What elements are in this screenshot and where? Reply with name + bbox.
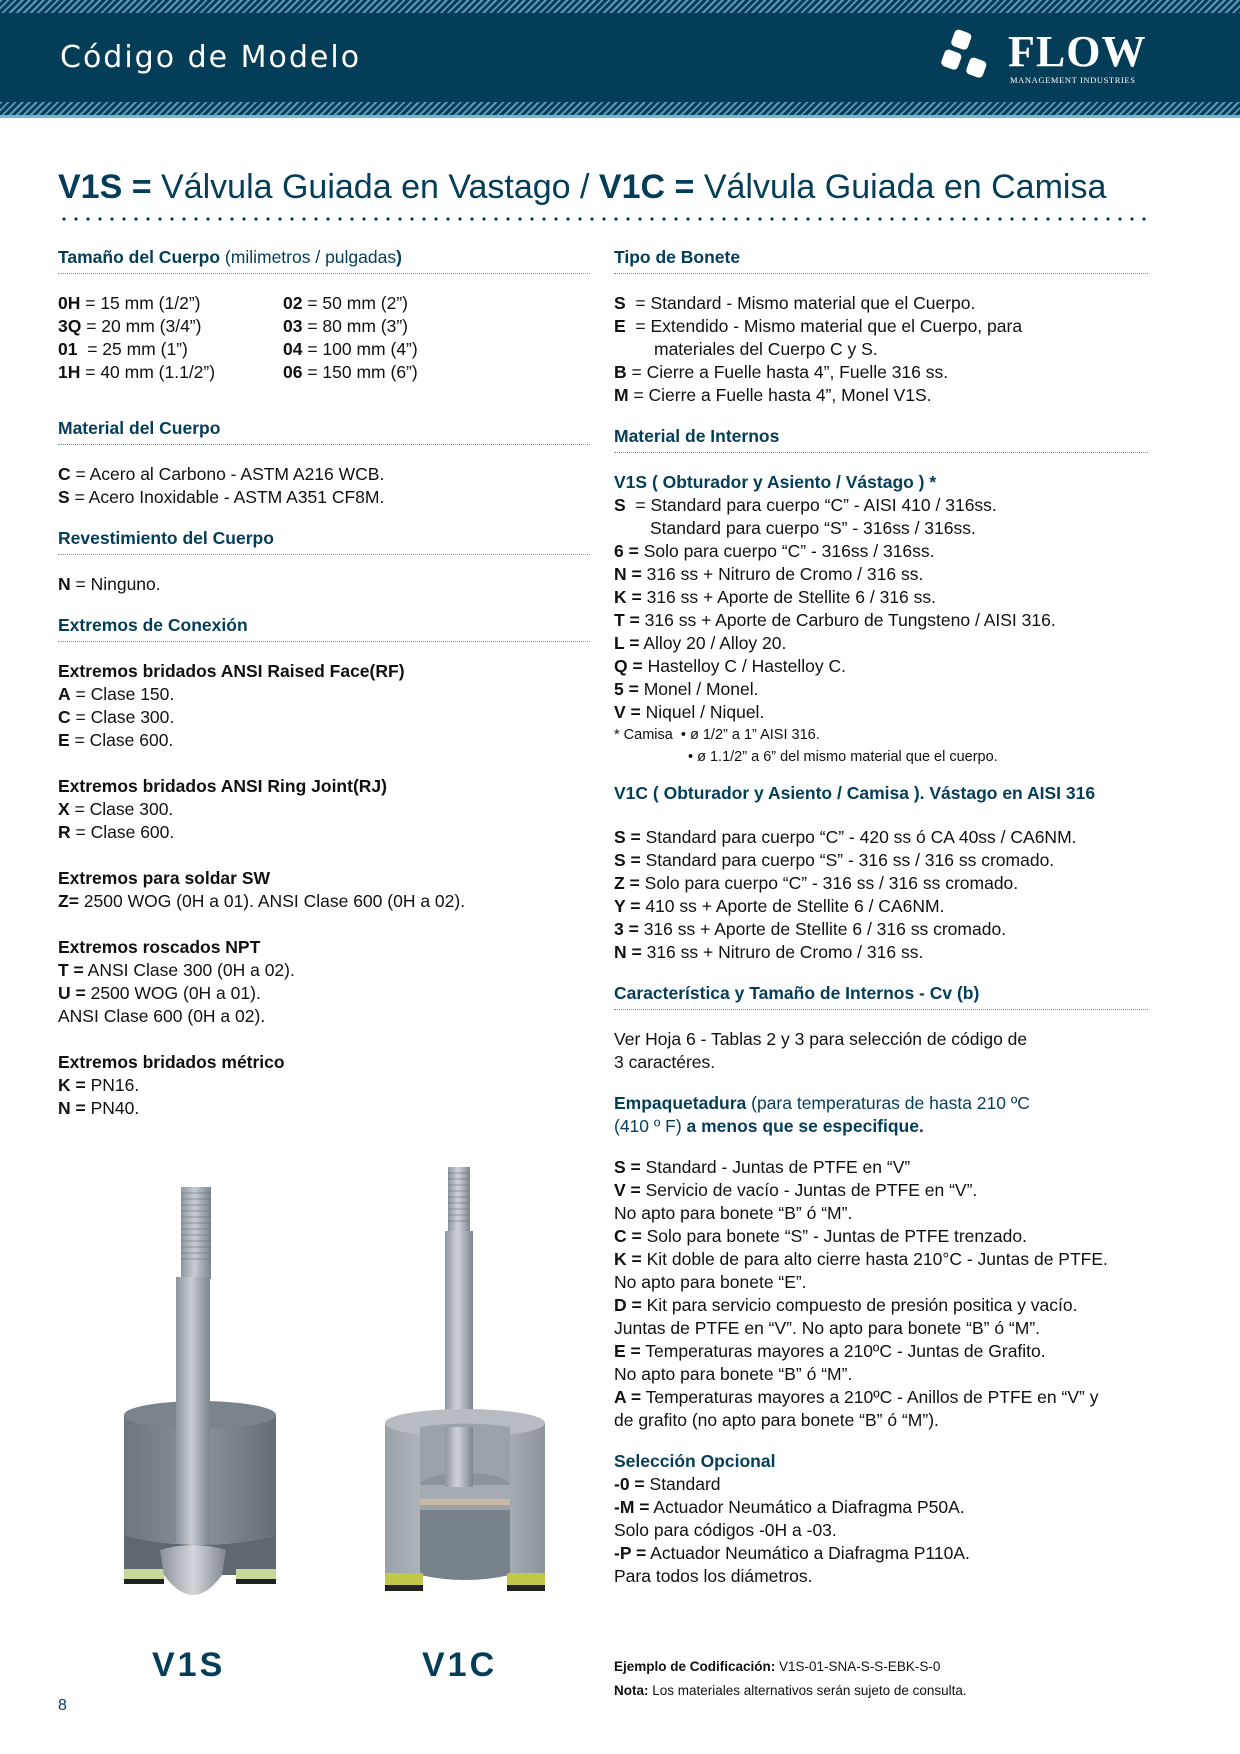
note-line: • ø 1.1/2” a 6” del mismo material que el cuerpo. (688, 749, 998, 765)
list-item-continuation: materiales del Cuerpo C y S. (654, 339, 878, 359)
size-list (58, 292, 590, 384)
title-dotted-divider (58, 216, 1148, 222)
list-item: V = Niquel / Niquel. (614, 702, 765, 722)
list-item: No apto para bonete “E”. (614, 1272, 807, 1292)
v1s-desc: Válvula Guiada en Vastago / (151, 168, 599, 206)
list-item: No apto para bonete “B” ó “M”. (614, 1203, 853, 1223)
subheading-v1c: V1C ( Obturador y Asiento / Camisa ). Vástago en AISI 316 (614, 783, 1096, 803)
list-item: L = Alloy 20 / Alloy 20. (614, 633, 787, 653)
list-item: 1H = 40 mm (1.1/2”) (58, 362, 216, 382)
list-item: Z= 2500 WOG (0H a 01). ANSI Clase 600 (0H a 02). (58, 891, 466, 911)
page-number: 8 (58, 1697, 67, 1714)
v1s-code: V1S = (58, 168, 152, 206)
header-divider (0, 115, 1240, 118)
list-item: No apto para bonete “B” ó “M”. (614, 1364, 853, 1384)
block-heading-rj: Extremos bridados ANSI Ring Joint(RJ) (58, 776, 387, 796)
opcional-list (614, 1473, 1148, 1588)
list-item: T = 316 ss + Aporte de Carburo de Tungsteno / AISI 316. (614, 610, 1056, 630)
list-item: U = 2500 WOG (0H a 01). (58, 983, 261, 1003)
list-item: 02 = 50 mm (2”) (283, 293, 408, 313)
list-item: B = Cierre a Fuelle hasta 4”, Fuelle 316 ss. (614, 362, 949, 382)
list-item: 03 = 80 mm (3”) (283, 316, 408, 336)
list-item: Y = 410 ss + Aporte de Stellite 6 / CA6NM. (614, 896, 945, 916)
list-item: D = Kit para servicio compuesto de presión positica y vacío. (614, 1295, 1078, 1315)
logo-wordmark: FLOW (1008, 27, 1147, 76)
list-item: S = Standard para cuerpo “C” - 420 ss ó CA 40ss / CA6NM. (614, 827, 1077, 847)
list-item: 3 = 316 ss + Aporte de Stellite 6 / 316 ss cromado. (614, 919, 1007, 939)
section-heading-bonete: Tipo de Bonete (614, 246, 1148, 274)
block-heading-metrico: Extremos bridados métrico (58, 1052, 285, 1072)
note-line: * Camisa • ø 1/2” a 1” AISI 316. (614, 727, 820, 743)
list-item: 0H = 15 mm (1/2”) (58, 293, 201, 313)
list-item: S = Standard - Juntas de PTFE en “V” (614, 1157, 911, 1177)
logo-cubes-icon (940, 28, 1000, 88)
list-item: N = 316 ss + Nitruro de Cromo / 316 ss. (614, 564, 924, 584)
list-item: N = PN40. (58, 1098, 140, 1118)
list-item: ANSI Clase 600 (0H a 02). (58, 1006, 266, 1026)
list-item: Z = Solo para cuerpo “C” - 316 ss / 316 ss cromado. (614, 873, 1019, 893)
section-heading-opcional: Selección Opcional (614, 1451, 776, 1471)
v1c-valve-illustration (375, 1165, 555, 1635)
list-item: 3Q = 20 mm (3/4”) (58, 316, 202, 336)
list-item: E = Extendido - Mismo material que el Cuerpo, para (614, 316, 1023, 336)
list-item: N = 316 ss + Nitruro de Cromo / 316 ss. (614, 942, 924, 962)
text-line: 3 caractéres. (614, 1052, 716, 1072)
list-item: A = Temperaturas mayores a 210ºC - Anillos de PTFE en “V” y (614, 1387, 1099, 1407)
section-heading-internos: Material de Internos (614, 425, 1148, 453)
coding-example: Ejemplo de Codificación: V1S-01-SNA-S-S-EBK-S-0 (614, 1659, 941, 1674)
flow-logo (940, 28, 1150, 88)
left-column (58, 246, 590, 1120)
list-item: 5 = Monel / Monel. (614, 679, 759, 699)
text-line: Ver Hoja 6 - Tablas 2 y 3 para selección de código de (614, 1029, 1028, 1049)
section-heading-empaquetadura: Empaquetadura (para temperaturas de hasta 210 ºC (410 º F) a menos que se especifique. (614, 1093, 1030, 1136)
empaquetadura-list (614, 1156, 1148, 1432)
header-stripe-top (0, 0, 1240, 13)
list-item: -P = Actuador Neumático a Diafragma P110A. (614, 1543, 970, 1563)
block-heading-npt: Extremos roscados NPT (58, 937, 261, 957)
block-heading-rf: Extremos bridados ANSI Raised Face(RF) (58, 661, 405, 681)
list-item: N = Ninguno. (58, 574, 161, 594)
v1s-figure-label: V1S (152, 1646, 226, 1684)
v1c-figure-label: V1C (422, 1646, 498, 1684)
right-column (614, 246, 1148, 1588)
section-heading-extremos: Extremos de Conexión (58, 614, 590, 642)
v1s-valve-illustration (110, 1165, 290, 1635)
main-title (58, 168, 1106, 207)
list-item: S = Standard - Mismo material que el Cuerpo. (614, 293, 976, 313)
block-heading-sw: Extremos para soldar SW (58, 868, 271, 888)
list-item: 6 = Solo para cuerpo “C” - 316ss / 316ss. (614, 541, 935, 561)
list-item: Solo para códigos -0H a -03. (614, 1520, 837, 1540)
list-item: S = Standard para cuerpo “S” - 316 ss / 316 ss cromado. (614, 850, 1055, 870)
section-heading-tamano: Tamaño del Cuerpo (milimetros / pulgadas) (58, 246, 590, 274)
list-item: K = PN16. (58, 1075, 140, 1095)
list-item: -M = Actuador Neumático a Diafragma P50A. (614, 1497, 965, 1517)
list-item: C = Acero al Carbono - ASTM A216 WCB. (58, 464, 385, 484)
list-item: E = Clase 600. (58, 730, 174, 750)
header-stripe-bottom (0, 102, 1240, 115)
list-item: M = Cierre a Fuelle hasta 4”, Monel V1S. (614, 385, 932, 405)
list-item: K = 316 ss + Aporte de Stellite 6 / 316 ss. (614, 587, 937, 607)
list-item: S = Acero Inoxidable - ASTM A351 CF8M. (58, 487, 385, 507)
list-item: S = Standard para cuerpo “C” - AISI 410 / 316ss. (614, 495, 997, 515)
list-item: 04 = 100 mm (4”) (283, 339, 418, 359)
list-item: Juntas de PTFE en “V”. No apto para bonete “B” ó “M”. (614, 1318, 1041, 1338)
section-heading-material: Material del Cuerpo (58, 417, 590, 445)
v1s-valve-image (110, 1165, 290, 1635)
list-item: Para todos los diámetros. (614, 1566, 813, 1586)
page-header (0, 0, 1240, 118)
logo-subtitle: MANAGEMENT INDUSTRIES (1010, 75, 1136, 85)
v1c-desc: Válvula Guiada en Camisa (694, 168, 1107, 206)
list-item: T = ANSI Clase 300 (0H a 02). (58, 960, 295, 980)
subheading-v1s: V1S ( Obturador y Asiento / Vástago ) * (614, 472, 937, 492)
list-item: V = Servicio de vacío - Juntas de PTFE en “V”. (614, 1180, 978, 1200)
section-heading-cv: Característica y Tamaño de Internos - Cv (b) (614, 982, 1148, 1010)
alternative-materials-note: Nota: Los materiales alternativos serán sujeto de consulta. (614, 1683, 967, 1698)
list-item: R = Clase 600. (58, 822, 175, 842)
v1c-valve-image (375, 1165, 555, 1635)
list-item: 06 = 150 mm (6”) (283, 362, 418, 382)
list-item: E = Temperaturas mayores a 210ºC - Juntas de Grafito. (614, 1341, 1046, 1361)
camisa-note (614, 724, 1148, 768)
list-item: -0 = Standard (614, 1474, 721, 1494)
list-item: 01 = 25 mm (1”) (58, 339, 188, 359)
list-item: A = Clase 150. (58, 684, 175, 704)
section-heading-revestimiento: Revestimiento del Cuerpo (58, 527, 590, 555)
footer-notes (614, 1655, 967, 1703)
list-item: Q = Hastelloy C / Hastelloy C. (614, 656, 846, 676)
v1c-code: V1C = (598, 168, 695, 206)
list-item: C = Clase 300. (58, 707, 175, 727)
list-item: C = Solo para bonete “S” - Juntas de PTFE trenzado. (614, 1226, 1027, 1246)
list-item: K = Kit doble de para alto cierre hasta 210°C - Juntas de PTFE. (614, 1249, 1108, 1269)
list-item: de grafito (no apto para bonete “B” ó “M”). (614, 1410, 939, 1430)
header-title: Código de Modelo (60, 40, 362, 75)
list-item: X = Clase 300. (58, 799, 174, 819)
list-item-continuation: Standard para cuerpo “S” - 316ss / 316ss. (650, 518, 976, 538)
